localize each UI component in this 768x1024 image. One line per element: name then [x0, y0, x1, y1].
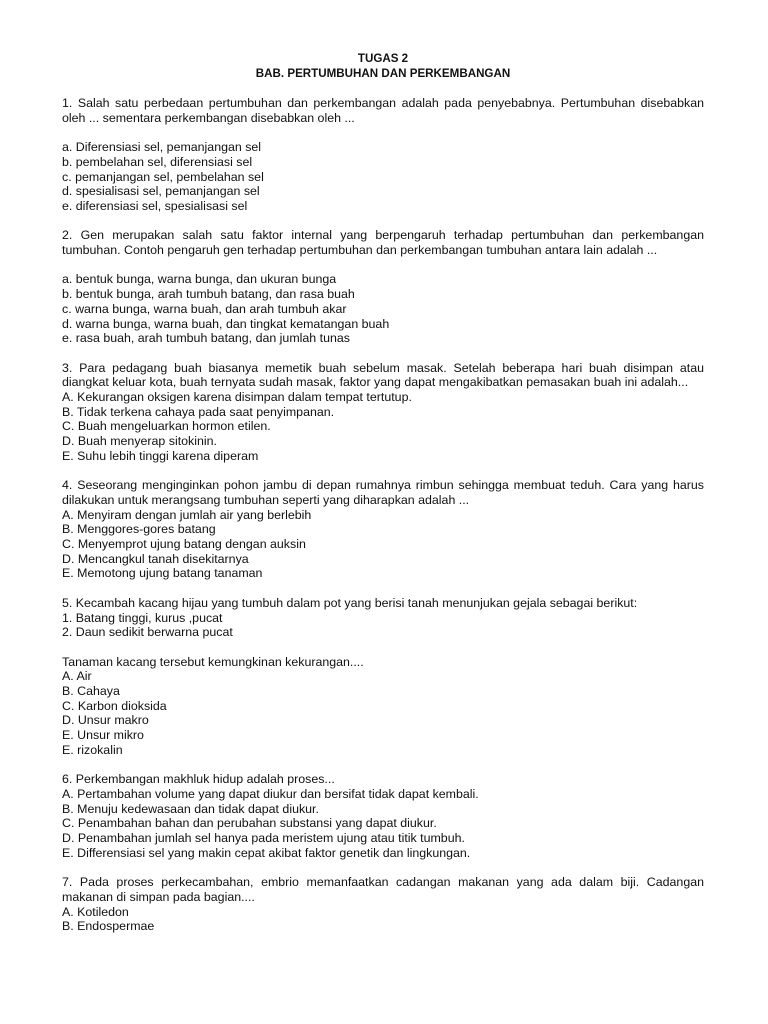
answer-option: 1. Batang tinggi, kurus ,pucat	[62, 610, 223, 625]
answer-option: A. Pertambahan volume yang dapat diukur dan bersifat tidak dapat kembali.	[62, 786, 479, 801]
answer-option: D. Buah menyerap sitokinin.	[62, 434, 217, 449]
question-block	[62, 772, 704, 860]
question-block	[62, 361, 704, 464]
question-text: 1. Salah satu perbedaan pertumbuhan dan perkembangan adalah pada penyebabnya. Pertumbuhan disebabkan oleh ... sementara perkembangan disebabkan oleh ...	[62, 96, 704, 125]
answer-option: E. rizokalin	[62, 742, 123, 757]
answer-option: a. Diferensiasi sel, pemanjangan sel	[62, 140, 262, 155]
answer-option: 2. Daun sedikit berwarna pucat	[62, 625, 233, 640]
answer-option: B. Cahaya	[62, 684, 120, 699]
question-text: 7. Pada proses perkecambahan, embrio memanfaatkan cadangan makanan yang ada dalam biji. Cadangan makanan di simpan pada bagian....	[62, 875, 704, 904]
question-block	[62, 655, 704, 758]
question-text: 6. Perkembangan makhluk hidup adalah proses...	[62, 772, 335, 787]
answer-option: E. Differensiasi sel yang makin cepat akibat faktor genetik dan lingkungan.	[62, 845, 471, 860]
question-text: 3. Para pedagang buah biasanya memetik buah sebelum masak. Setelah beberapa hari buah disimpan atau diangkat keluar kota, buah ternyata sudah masak, faktor yang dapat mengakibatkan pemasakan buah ini adalah...	[62, 360, 704, 390]
answer-option: E. Unsur mikro	[62, 728, 144, 743]
doc-subtitle: BAB. PERTUMBUHAN DAN PERKEMBANGAN	[255, 66, 511, 80]
spacer	[62, 258, 704, 273]
spacer	[62, 125, 704, 140]
answer-option: A. Kotiledon	[62, 904, 129, 919]
answer-option: B. Menggores-gores batang	[62, 522, 216, 537]
answer-option: C. Buah mengeluarkan hormon etilen.	[62, 419, 271, 434]
question-text: Tanaman kacang tersebut kemungkinan kekurangan....	[62, 654, 364, 669]
question-text: 4. Seseorang menginginkan pohon jambu di depan rumahnya rimbun sehingga membuat teduh. Cara yang harus dilakukan untuk merangsang tumbuhan seperti yang diharapkan adalah ...	[62, 478, 704, 507]
answer-option: A. Kekurangan oksigen karena disimpan dalam tempat tertutup.	[62, 390, 412, 404]
answer-option: b. pembelahan sel, diferensiasi sel	[62, 154, 253, 169]
answer-option: D. Mencangkul tanah disekitarnya	[62, 551, 249, 566]
answer-option: B. Menuju kedewasaan dan tidak dapat diukur.	[62, 801, 319, 816]
answer-option: c. pemanjangan sel, pembelahan sel	[62, 169, 264, 184]
answer-option: D. Penambahan jumlah sel hanya pada meristem ujung atau titik tumbuh.	[62, 831, 465, 846]
answer-option: C. Karbon dioksida	[62, 698, 167, 713]
answer-option: C. Menyemprot ujung batang dengan auksin	[62, 537, 306, 552]
answer-option: E. Memotong ujung batang tanaman	[62, 566, 263, 581]
answer-option: B. Endospermae	[62, 919, 155, 934]
document-body	[62, 52, 704, 949]
question-text: 2. Gen merupakan salah satu faktor internal yang berpengaruh terhadap pertumbuhan dan perkembangan tumbuhan. Contoh pengaruh gen terhadap pertumbuhan dan perkembangan tumbuhan antara lain adalah ...	[62, 228, 704, 257]
question-block	[62, 478, 704, 581]
question-block	[62, 596, 704, 640]
answer-option: d. warna bunga, warna buah, dan tingkat kematangan buah	[62, 316, 390, 331]
answer-option: d. spesialisasi sel, pemanjangan sel	[62, 184, 260, 199]
doc-title: TUGAS 2	[357, 52, 409, 65]
question-list	[62, 96, 704, 934]
answer-option: D. Unsur makro	[62, 713, 149, 728]
answer-option: E. Suhu lebih tinggi karena diperam	[62, 448, 259, 463]
question-block	[62, 228, 704, 346]
answer-option: A. Menyiram dengan jumlah air yang berlebih	[62, 507, 312, 522]
question-text: 5. Kecambah kacang hijau yang tumbuh dalam pot yang berisi tanah menunjukan gejala sebagai berikut:	[62, 595, 638, 610]
answer-option: e. diferensiasi sel, spesialisasi sel	[62, 198, 248, 213]
answer-option: b. bentuk bunga, arah tumbuh batang, dan rasa buah	[62, 287, 355, 302]
answer-option: e. rasa buah, arah tumbuh batang, dan jumlah tunas	[62, 331, 350, 346]
answer-option: A. Air	[62, 669, 92, 684]
answer-option: C. Penambahan bahan dan perubahan substansi yang dapat diukur.	[62, 816, 437, 831]
answer-option: c. warna bunga, warna buah, dan arah tumbuh akar	[62, 301, 347, 316]
answer-option: B. Tidak terkena cahaya pada saat penyimpanan.	[62, 404, 335, 419]
answer-option: a. bentuk bunga, warna bunga, dan ukuran bunga	[62, 272, 337, 287]
question-block	[62, 96, 704, 214]
question-block	[62, 875, 704, 934]
